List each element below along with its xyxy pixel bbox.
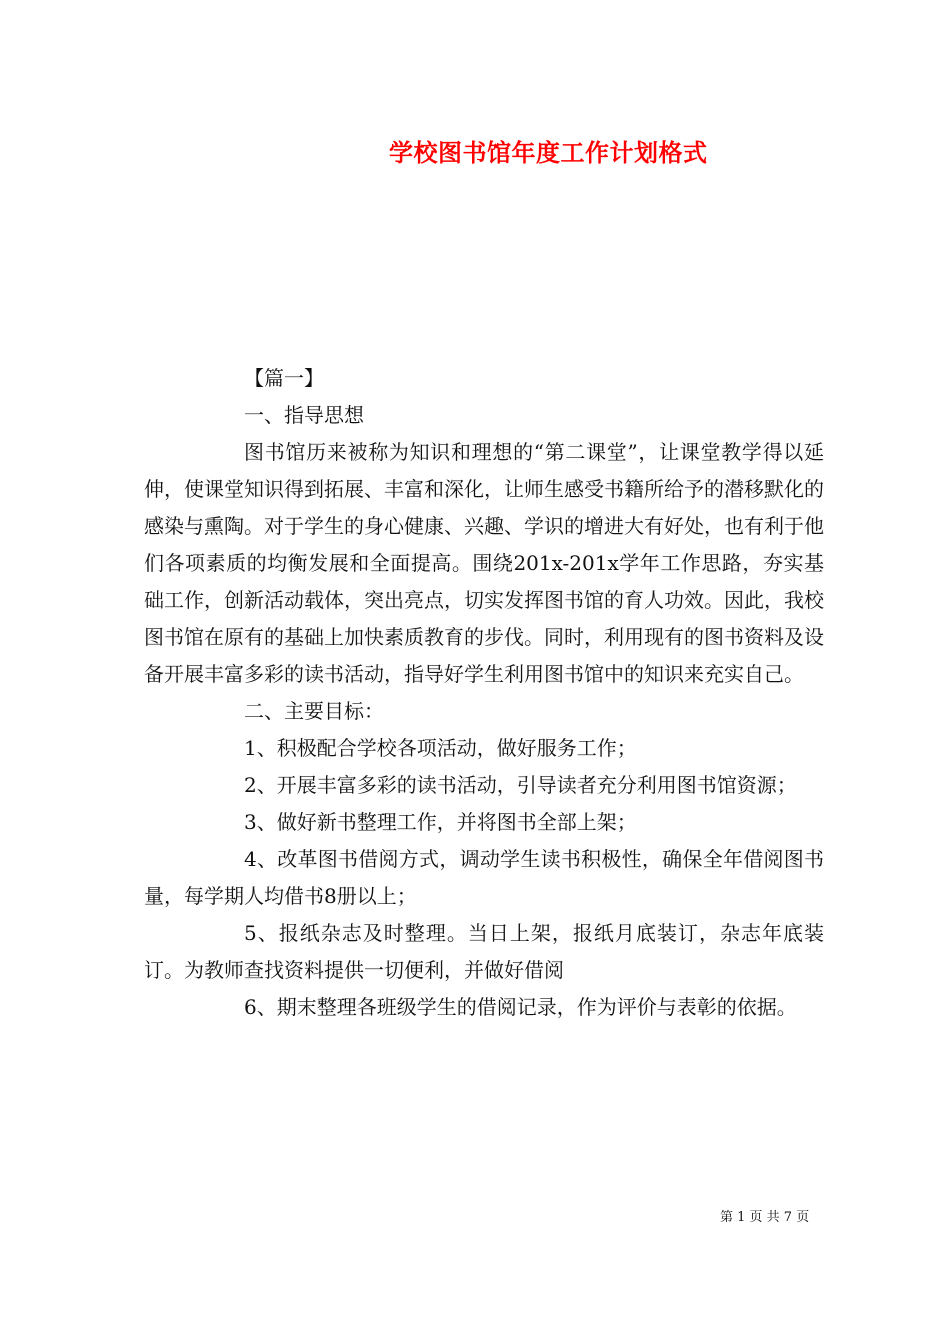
goal-item-6: 6、期末整理各班级学生的借阅记录，作为评价与表彰的依据。 <box>244 995 797 1019</box>
goal-item-1: 1、积极配合学校各项活动，做好服务工作； <box>244 736 637 760</box>
page-footer: 第 1 页 共 7 页 <box>720 1210 810 1225</box>
document-title: 学校图书馆年度工作计划格式 <box>389 138 708 167</box>
heading-guiding-ideology: 一、指导思想 <box>244 403 364 427</box>
goal-item-5: 5、报纸杂志及时整理。当日上架，报纸月底装订，杂志年底装订。为教师查找资料提供一切便利，并做好借阅 <box>144 921 824 982</box>
heading-main-goals: 二、主要目标： <box>244 699 384 723</box>
goal-item-4: 4、改革图书借阅方式，调动学生读书积极性，确保全年借阅图书量，每学期人均借书8册以上； <box>144 847 824 908</box>
paragraph-guiding-ideology: 图书馆历来被称为知识和理想的“第二课堂”，让课堂教学得以延伸，使课堂知识得到拓展、丰富和深化，让师生感受书籍所给予的潜移默化的感染与熏陶。对于学生的身心健康、兴趣、学识的增进大有好处，也有利于他们各项素质的均衡发展和全面提高。围绕201x-201x学年工作思路，夯实基础工作，创新活动载体，突出亮点，切实发挥图书馆的育人功效。因此，我校图书馆在原有的基础上加快素质教育的步伐。同时，利用现有的图书资料及设备开展丰富多彩的读书活动，指导好学生利用图书馆中的知识来充实自己。 <box>144 440 824 686</box>
goal-item-3: 3、做好新书整理工作，并将图书全部上架； <box>244 810 637 834</box>
goal-item-2: 2、开展丰富多彩的读书活动，引导读者充分利用图书馆资源； <box>244 773 797 797</box>
section-marker: 【篇一】 <box>244 366 324 390</box>
document-body <box>144 360 824 1026</box>
